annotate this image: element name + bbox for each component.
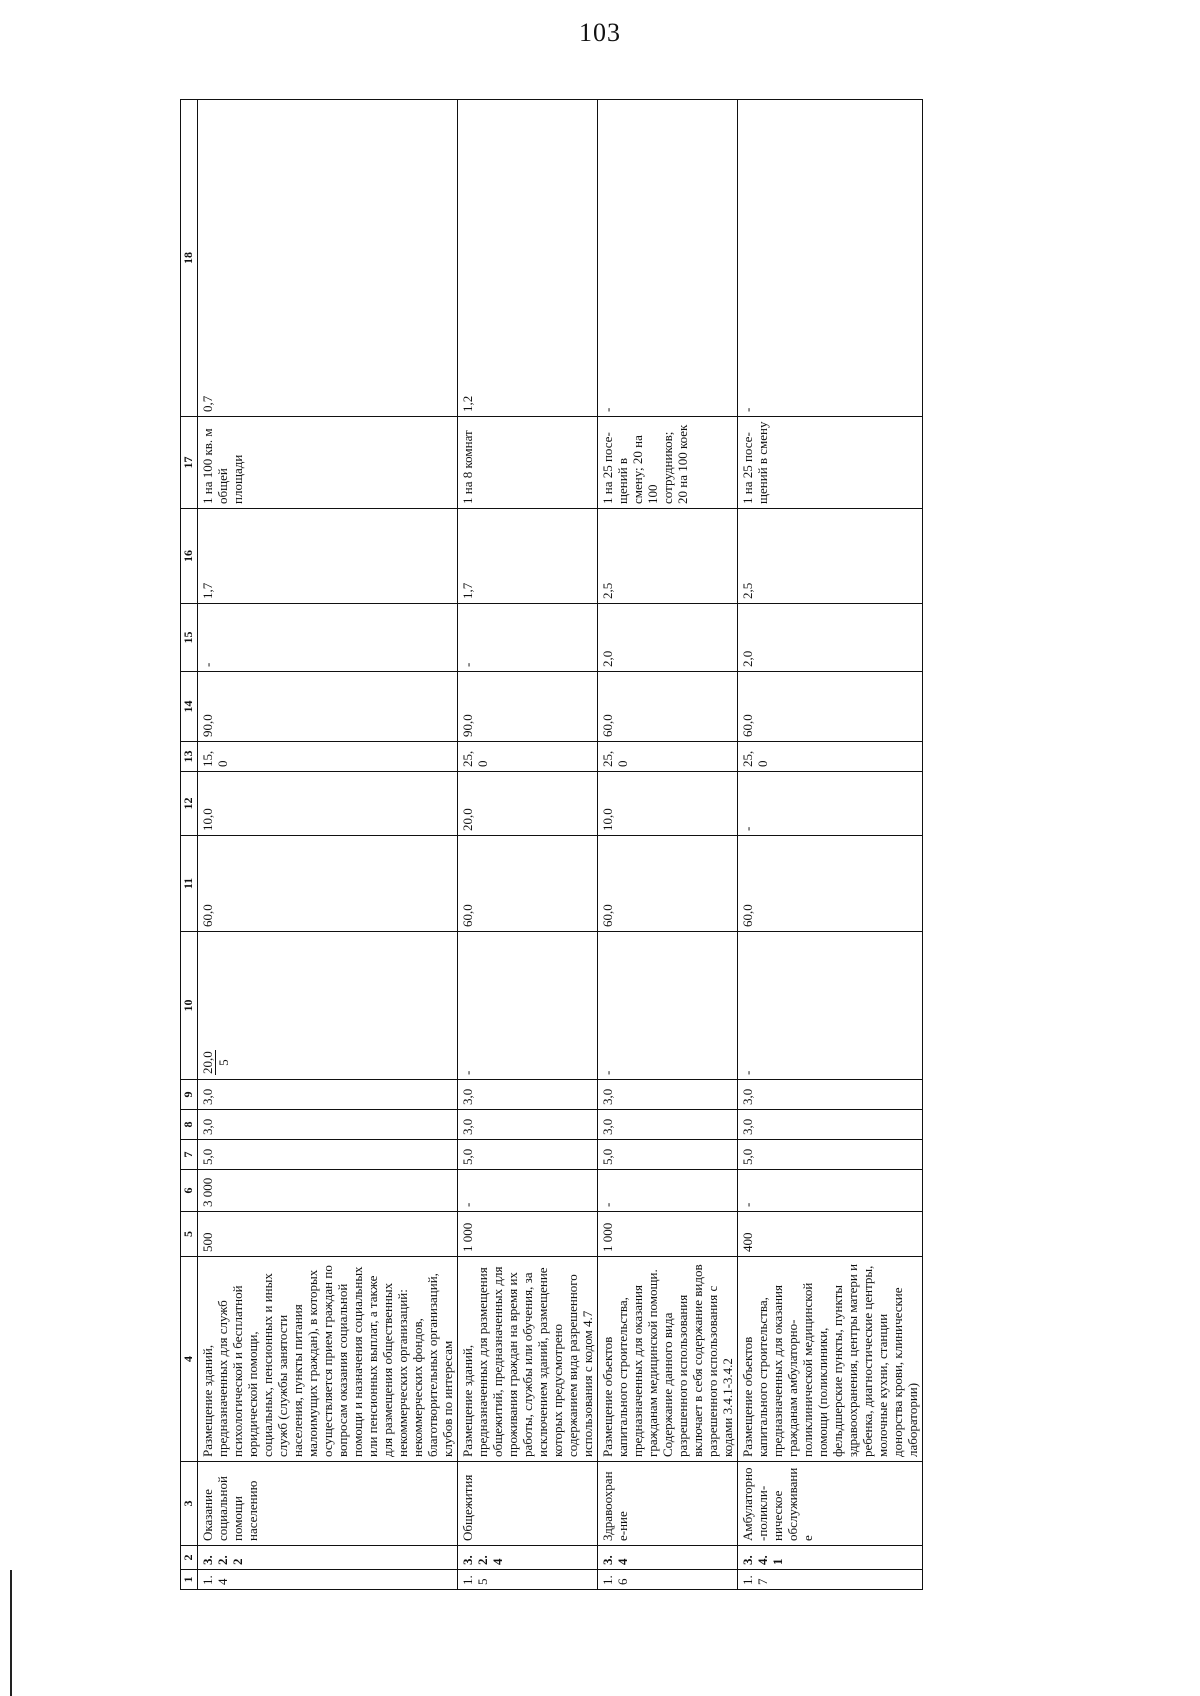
table-row xyxy=(458,100,598,1590)
header-cell: 7 xyxy=(181,1140,198,1170)
cell-col-7: 5,0 xyxy=(198,1140,458,1170)
header-cell: 5 xyxy=(181,1212,198,1257)
cell-col-15: 2,0 xyxy=(598,604,738,672)
cell-col-5: 400 xyxy=(738,1212,923,1257)
fraction-value xyxy=(200,1050,231,1075)
cell-col-18: 1,2 xyxy=(458,100,598,417)
header-cell: 11 xyxy=(181,836,198,932)
cell-col-10: - xyxy=(458,932,598,1080)
cell-col-10 xyxy=(198,932,458,1080)
header-cell: 9 xyxy=(181,1080,198,1110)
cell-col-17: 1 на 25 посе-щений в смену xyxy=(738,417,923,509)
cell-col-14: 60,0 xyxy=(598,672,738,742)
cell-col-5: 500 xyxy=(198,1212,458,1257)
cell-col-13: 25,0 xyxy=(458,742,598,772)
row-number: 1.7 xyxy=(738,1570,923,1590)
cell-col-12: - xyxy=(738,772,923,836)
cell-col-13: 15,0 xyxy=(198,742,458,772)
land-use-name: Оказание социальной помощи населению xyxy=(198,1462,458,1546)
land-use-name: Амбулаторно-поликли-ническое обслуживание xyxy=(738,1462,923,1546)
header-cell: 13 xyxy=(181,742,198,772)
cell-col-12: 20,0 xyxy=(458,772,598,836)
table-row xyxy=(738,100,923,1590)
cell-col-12: 10,0 xyxy=(198,772,458,836)
row-number: 1.5 xyxy=(458,1570,598,1590)
cell-col-5: 1 000 xyxy=(598,1212,738,1257)
cell-col-8: 3,0 xyxy=(738,1110,923,1140)
land-use-name: Общежития xyxy=(458,1462,598,1546)
cell-col-9: 3,0 xyxy=(738,1080,923,1110)
cell-col-16: 1,7 xyxy=(198,509,458,604)
land-use-description: Размещение зданий, предназначенных для служб психологической и бесплатной юридической помощи, социальных, пенсионных и иных служб (службы занятости населения, пункты питания малоимущих граждан), в которых осуществляется прием граждан по вопросам оказания социальной помощи и назначения социальных или пенсионных выплат, а также для размещения общественных некоммерческих организаций: некоммерческих фондов, благотворительных организаций, клубов по интересам xyxy=(198,1257,458,1462)
regulations-table xyxy=(180,99,923,1590)
header-cell: 6 xyxy=(181,1170,198,1212)
land-use-code: 3.2.2 xyxy=(198,1546,458,1570)
cell-col-14: 90,0 xyxy=(458,672,598,742)
header-cell: 10 xyxy=(181,932,198,1080)
cell-col-10: - xyxy=(738,932,923,1080)
cell-col-9: 3,0 xyxy=(458,1080,598,1110)
land-use-code: 3.4 xyxy=(598,1546,738,1570)
header-cell: 12 xyxy=(181,772,198,836)
cell-col-17: 1 на 8 комнат xyxy=(458,417,598,509)
cell-col-10: - xyxy=(598,932,738,1080)
cell-col-14: 60,0 xyxy=(738,672,923,742)
cell-col-18: 0,7 xyxy=(198,100,458,417)
header-cell: 16 xyxy=(181,509,198,604)
cell-col-7: 5,0 xyxy=(598,1140,738,1170)
land-use-description: Размещение зданий, предназначенных для размещения общежитий, предназначенных для проживания граждан на время их работы, службы или обучения, за исключением зданий, размещение которых предусмотрено содержанием вида разрешенного использования с кодом 4.7 xyxy=(458,1257,598,1462)
cell-col-17: 1 на 25 посе-щений в смену; 20 на 100 сотрудников; 20 на 100 коек xyxy=(598,417,738,509)
cell-col-8: 3,0 xyxy=(458,1110,598,1140)
header-cell: 14 xyxy=(181,672,198,742)
cell-col-18: - xyxy=(738,100,923,417)
row-number: 1.6 xyxy=(598,1570,738,1590)
rotated-table-container xyxy=(180,100,923,1590)
cell-col-11: 60,0 xyxy=(198,836,458,932)
cell-col-13: 25,0 xyxy=(738,742,923,772)
cell-col-11: 60,0 xyxy=(458,836,598,932)
cell-col-16: 2,5 xyxy=(738,509,923,604)
cell-col-17: 1 на 100 кв. м общей площади xyxy=(198,417,458,509)
cell-col-14: 90,0 xyxy=(198,672,458,742)
table-row xyxy=(198,100,458,1590)
cell-col-9: 3,0 xyxy=(598,1080,738,1110)
cell-col-15: - xyxy=(198,604,458,672)
cell-col-13: 25,0 xyxy=(598,742,738,772)
header-cell: 18 xyxy=(181,100,198,417)
scan-artifact-line xyxy=(10,1570,12,1696)
cell-col-7: 5,0 xyxy=(738,1140,923,1170)
cell-col-8: 3,0 xyxy=(198,1110,458,1140)
cell-col-6: - xyxy=(458,1170,598,1212)
cell-col-8: 3,0 xyxy=(598,1110,738,1140)
cell-col-16: 2,5 xyxy=(598,509,738,604)
header-cell: 2 xyxy=(181,1546,198,1570)
cell-col-16: 1,7 xyxy=(458,509,598,604)
row-number: 1.4 xyxy=(198,1570,458,1590)
fraction-denominator: 5 xyxy=(216,1059,231,1066)
page-number: 103 xyxy=(579,18,621,47)
land-use-description: Размещение объектов капитального строительства, предназначенных для оказания гражданам медицинской помощи. Содержание данного вида разрешенного использования включает в себя содержание видов разрешенного использования с кодами 3.4.1-3.4.2 xyxy=(598,1257,738,1462)
header-cell: 15 xyxy=(181,604,198,672)
header-cell: 4 xyxy=(181,1257,198,1462)
cell-col-6: - xyxy=(598,1170,738,1212)
cell-col-15: - xyxy=(458,604,598,672)
cell-col-12: 10,0 xyxy=(598,772,738,836)
cell-col-15: 2,0 xyxy=(738,604,923,672)
header-cell: 17 xyxy=(181,417,198,509)
land-use-code: 3.2.4 xyxy=(458,1546,598,1570)
header-cell: 1 xyxy=(181,1570,198,1590)
land-use-name: Здравоохране-ние xyxy=(598,1462,738,1546)
cell-col-7: 5,0 xyxy=(458,1140,598,1170)
header-row xyxy=(181,100,198,1590)
cell-col-11: 60,0 xyxy=(738,836,923,932)
header-cell: 3 xyxy=(181,1462,198,1546)
cell-col-11: 60,0 xyxy=(598,836,738,932)
cell-col-6: - xyxy=(738,1170,923,1212)
cell-col-5: 1 000 xyxy=(458,1212,598,1257)
cell-col-9: 3,0 xyxy=(198,1080,458,1110)
land-use-code: 3.4.1 xyxy=(738,1546,923,1570)
cell-col-18: - xyxy=(598,100,738,417)
land-use-description: Размещение объектов капитального строительства, предназначенных для оказания гражданам амбулаторно-поликлинической медицинской помощи (поликлиники, фельдшерские пункты, пункты здравоохранения, центры матери и ребенка, диагностические центры, молочные кухни, станции донорства крови, клинические лаборатории) xyxy=(738,1257,923,1462)
table-row xyxy=(598,100,738,1590)
cell-col-6: 3 000 xyxy=(198,1170,458,1212)
fraction-numerator: 20,0 xyxy=(200,1051,215,1074)
header-cell: 8 xyxy=(181,1110,198,1140)
